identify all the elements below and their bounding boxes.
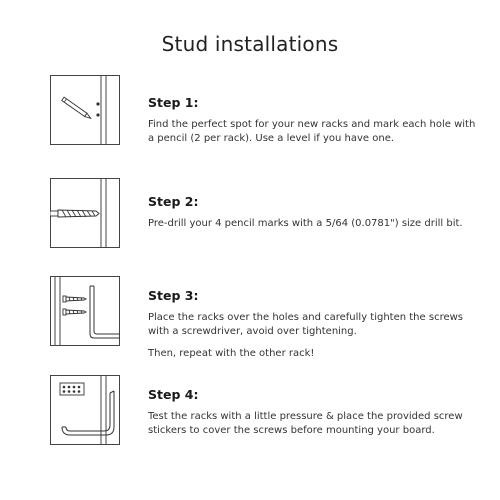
pencil-marking-icon [50,75,120,145]
step-heading: Step 1: [148,95,199,110]
step-instructions: Find the perfect spot for your new racks and mark each hole with a pencil (2 per rack). Use a level if you have one. [148,119,476,144]
step-heading: Step 2: [148,194,199,209]
step-instructions: Pre-drill your 4 pencil marks with a 5/64 (0.0781") size drill bit. [148,218,463,229]
step-note: Then, repeat with the other rack! [148,348,315,359]
rack-screws-icon [50,276,120,346]
step-instructions: Test the racks with a little pressure & place the provided screw stickers to cover the screws before mounting your board. [148,411,463,436]
page-title: Stud installations [161,32,339,56]
rack-stickers-icon [50,375,120,445]
drill-bit-icon [50,178,120,248]
step-heading: Step 3: [148,288,199,303]
step-heading: Step 4: [148,387,199,402]
step-instructions: Place the racks over the holes and carefully tighten the screws with a screwdriver, avoid over tightening. [148,312,463,337]
